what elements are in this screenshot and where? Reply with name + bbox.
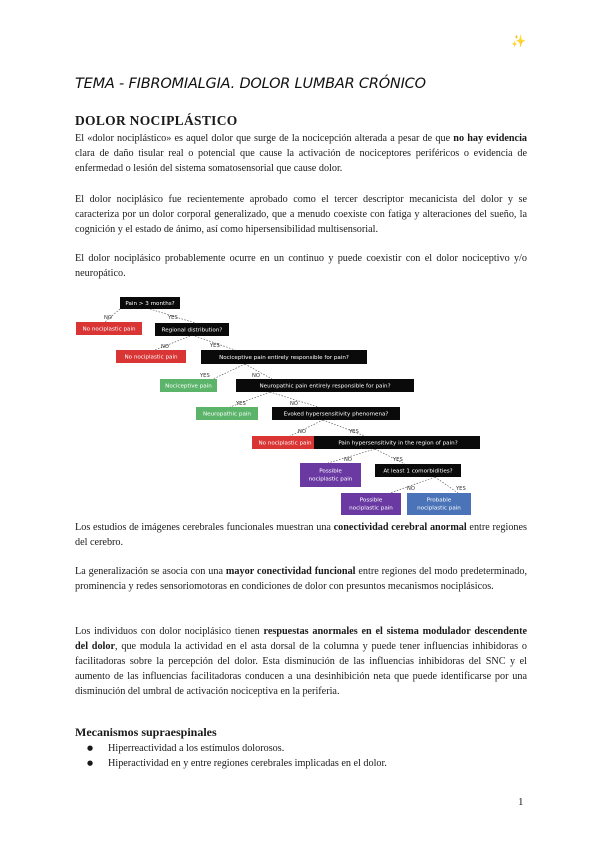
outcome-no-nociplastic: No nociplastic pain (82, 326, 136, 333)
supraspinal-heading: Mecanismos supraespinales (75, 725, 217, 739)
branch-label-no: NO (161, 344, 169, 350)
outcome-possible-line1: Possible (359, 497, 383, 504)
paragraph-descriptor: El dolor nociplásico fue recientemente aprobado como el tercer descriptor mecanicista del dolor y se caracteriza por un dolor corporal generalizado, que a menudo coexiste con fatiga y alteraciones del sueño, la cognición y el estado de ánimo, así como hipersensibilidad multisensorial. (75, 194, 527, 235)
bold-text: no hay evidencia (453, 133, 528, 144)
branch-label-no: NO (104, 315, 112, 321)
outcome-neuropathic: Neuropathic pain (203, 411, 251, 418)
connector (435, 477, 458, 493)
branch-label-no: NO (298, 429, 306, 435)
branch-label-yes: YES (236, 401, 246, 407)
connector (290, 420, 323, 436)
paragraph-connectivity (75, 520, 527, 550)
page-number: 1 (518, 796, 524, 808)
branch-label-yes: YES (349, 429, 359, 435)
text: , que modula la actividad en el asta dorsal de la columna y puede tener influencias inhibidoras o facilitadoras sobre la percepción del dolor. Esta disminución de las influencias inhibidoras del SNC y el aumento de las influencias facilitadoras conducen a una desinhibición neta que puede identificarse por una disminución del umbral de activación nociceptiva en la periferia. (75, 641, 527, 697)
branch-label-yes: YES (210, 343, 220, 349)
outcome-box-purple (341, 493, 401, 515)
list-item: ● Hiperreactividad a los estímulos dolorosos. (75, 741, 535, 756)
branch-label-no: NO (252, 373, 260, 379)
outcome-box-purple (300, 463, 361, 487)
branch-label-no: NO (290, 401, 298, 407)
question-regional: Regional distribution? (161, 327, 223, 334)
branch-label-no: NO (344, 457, 352, 463)
outcome-box-blue (407, 493, 471, 515)
branch-label-no: NO (407, 486, 415, 492)
paragraph-generalization (75, 564, 527, 594)
text: La generalización se asocia con una (75, 566, 226, 577)
outcome-no-nociplastic: No nociplastic pain (258, 440, 312, 447)
text: Los estudios de imágenes cerebrales funcionales muestran una (75, 522, 334, 533)
question-pain-hypersensitivity: Pain hypersensitivity in the region of pain? (338, 440, 458, 447)
connector (213, 364, 245, 379)
question-evoked-hypersensitivity: Evoked hypersensitivity phenomena? (283, 411, 389, 418)
text: entre regiones del cerebro. (75, 522, 527, 548)
text: clara de daño tisular real o potencial que cause la activación de nociceptores periféricos o evidencia de enfermedad o lesión del sistema somatosensorial que cause dolor. (75, 148, 527, 174)
section-heading: DOLOR NOCIPLÁSTICO (75, 113, 238, 128)
question-nociceptive: Nociceptive pain entirely responsible for pain? (219, 355, 349, 361)
outcome-possible-line2: nociplastic pain (349, 505, 393, 512)
outcome-possible-line2: nociplastic pain (308, 476, 353, 483)
bold-text: respuestas anormales en el sistema modulador descendente del dolor (75, 626, 527, 652)
text: entre regiones del modo predeterminado, prominencia y redes sensoriomotoras en condiciones de dolor con presuntos mecanismos nociplásicos. (75, 566, 528, 592)
supraspinal-list (75, 741, 535, 771)
sparkle-icon: ✨ (511, 34, 526, 48)
paragraph-modulation (75, 624, 527, 699)
outcome-no-nociplastic: No nociplastic pain (124, 354, 178, 361)
branch-label-yes: YES (200, 373, 210, 379)
outcome-probable-line2: nociplastic pain (417, 505, 461, 512)
branch-label-yes: YES (168, 315, 178, 321)
list-item: ● Hiperactividad en y entre regiones cerebrales implicadas en el dolor. (75, 756, 535, 771)
page-title: TEMA - FIBROMIALGIA. DOLOR LUMBAR CRÓNICO (75, 76, 426, 92)
outcome-possible-line1: Possible (319, 468, 342, 475)
question-comorbidities: At least 1 comorbidities? (383, 468, 453, 475)
bold-text: conectividad cerebral anormal (333, 522, 467, 533)
paragraph-definition (75, 131, 527, 176)
branch-label-yes: YES (456, 486, 466, 492)
nociplastic-pain-flowchart (60, 290, 480, 516)
outcome-nociceptive: Nociceptive pain (165, 383, 212, 390)
branch-label-yes: YES (393, 457, 403, 463)
question-neuropathic: Neuropathic pain entirely responsible for pain? (259, 383, 391, 390)
bold-text: mayor conectividad funcional (225, 566, 356, 577)
paragraph-continuum: El dolor nociplásico probablemente ocurre en un continuo y puede coexistir con el dolor nociceptivo y/o neuropático. (75, 253, 527, 279)
text: Los individuos con dolor nociplásico tienen (75, 626, 264, 637)
outcome-probable-line1: Probable (426, 497, 452, 504)
text: El «dolor nociplástico» es aquel dolor que surge de la nocicepción alterada a pesar de que (75, 133, 454, 144)
question-pain-3-months: Pain > 3 months? (125, 301, 175, 308)
